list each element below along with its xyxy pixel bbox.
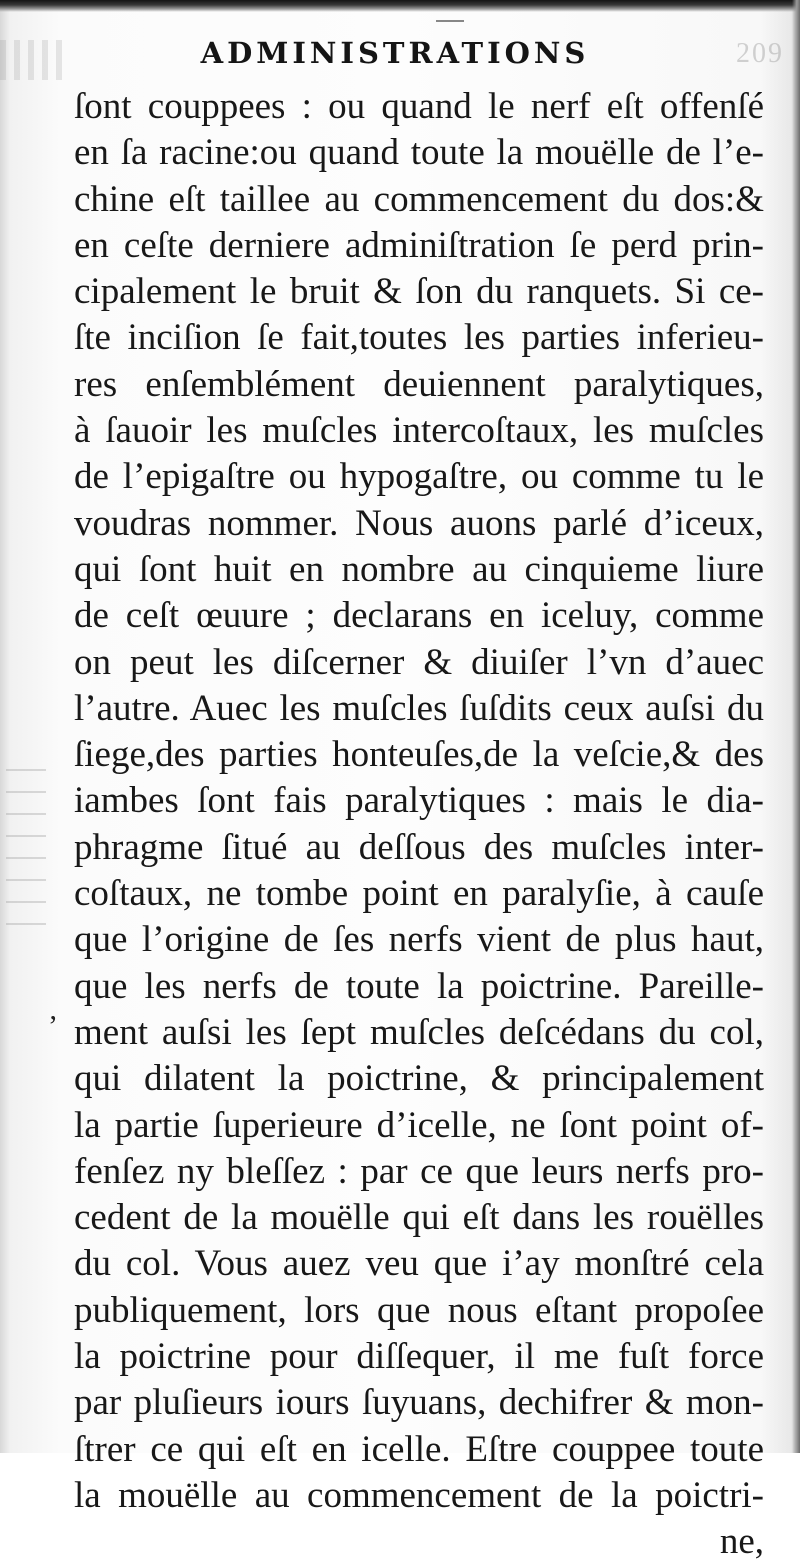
text-line: la partie ſuperieure d’icelle, ne ſont point of- (74, 1104, 764, 1146)
text-line: on peut les diſcerner & diuiſer l’vn d’auec (74, 641, 764, 683)
text-line: du col. Vous auez veu que i’ay monſtré cela (74, 1243, 764, 1285)
text-line: iambes ſont fais paralytiques : mais le dia- (74, 780, 764, 822)
running-head: ADMINISTRATIONS (200, 36, 590, 70)
text-line: de l’epigaſtre ou hypogaſtre, ou comme tu le (74, 456, 764, 498)
text-line: publiquement, lors que nous eſtant propoſee (74, 1289, 764, 1331)
show-through-text-top (0, 40, 70, 80)
text-line: res enſemblément deuiennent paralytiques, (74, 363, 764, 405)
text-line: en ceſte derniere adminiſtration ſe perd prin- (74, 224, 764, 266)
text-line: en ſa racine:ou quand toute la mouëlle de l’e- (74, 132, 764, 174)
text-line: ſont couppees : ou quand le nerf eſt offenſé (74, 86, 764, 127)
show-through-text-left (6, 760, 46, 930)
text-line: de ceſt œuure ; declarans en iceluy, comme (74, 595, 764, 637)
body-text (74, 84, 764, 1566)
catchword-line: ne, (719, 1521, 764, 1563)
text-line: fenſez ny bleſſez : par ce que leurs nerfs pro- (74, 1150, 764, 1192)
text-line: l’autre. Auec les muſcles ſuſdits ceux auſsi du (74, 687, 764, 729)
text-line: chine eſt taillee au commencement du dos:& (74, 178, 764, 220)
text-line: coſtaux, ne tombe point en paralyſie, à cauſe (74, 873, 764, 915)
text-line: la poictrine pour diſſequer, il me fuſt force (74, 1336, 764, 1378)
margin-annotation-mark: ʼ (48, 1010, 58, 1043)
text-line: ment auſsi les ſept muſcles deſcédans du col, (74, 1011, 764, 1053)
text-line: phragme ſitué au deſſous des muſcles inter- (74, 826, 764, 868)
text-line: à ſauoir les muſcles intercoſtaux, les muſcles (74, 410, 764, 452)
text-line: la mouëlle au commencement de la poictri- (74, 1474, 764, 1516)
header-rule-mark (436, 20, 464, 22)
text-line: ſtrer ce qui eſt en icelle. Eſtre couppee toute (74, 1428, 764, 1470)
text-line: ſte inciſion ſe fait,toutes les parties inferieu- (74, 317, 764, 359)
text-line: ſiege,des parties honteuſes,de la veſcie,& des (74, 734, 764, 776)
text-line: qui ſont huit en nombre au cinquieme liure (74, 548, 764, 590)
text-line: que les nerfs de toute la poictrine. Pareille- (74, 965, 764, 1007)
text-line: par pluſieurs iours ſuyuans, dechifrer & mon- (74, 1382, 764, 1424)
page-top-edge-shadow (0, 0, 800, 12)
text-line: voudras nommer. Nous auons parlé d’iceux, (74, 502, 764, 544)
text-line: que l’origine de ſes nerfs vient de plus haut, (74, 919, 764, 961)
text-line: cedent de la mouëlle qui eſt dans les rouëlles (74, 1197, 764, 1239)
text-line: qui dilatent la poictrine, & principalement (74, 1058, 764, 1100)
page-number: 209 (736, 38, 784, 69)
text-line: cipalement le bruit & ſon du ranquets. Si ce- (74, 271, 764, 313)
page-gutter-shadow (792, 0, 800, 1453)
